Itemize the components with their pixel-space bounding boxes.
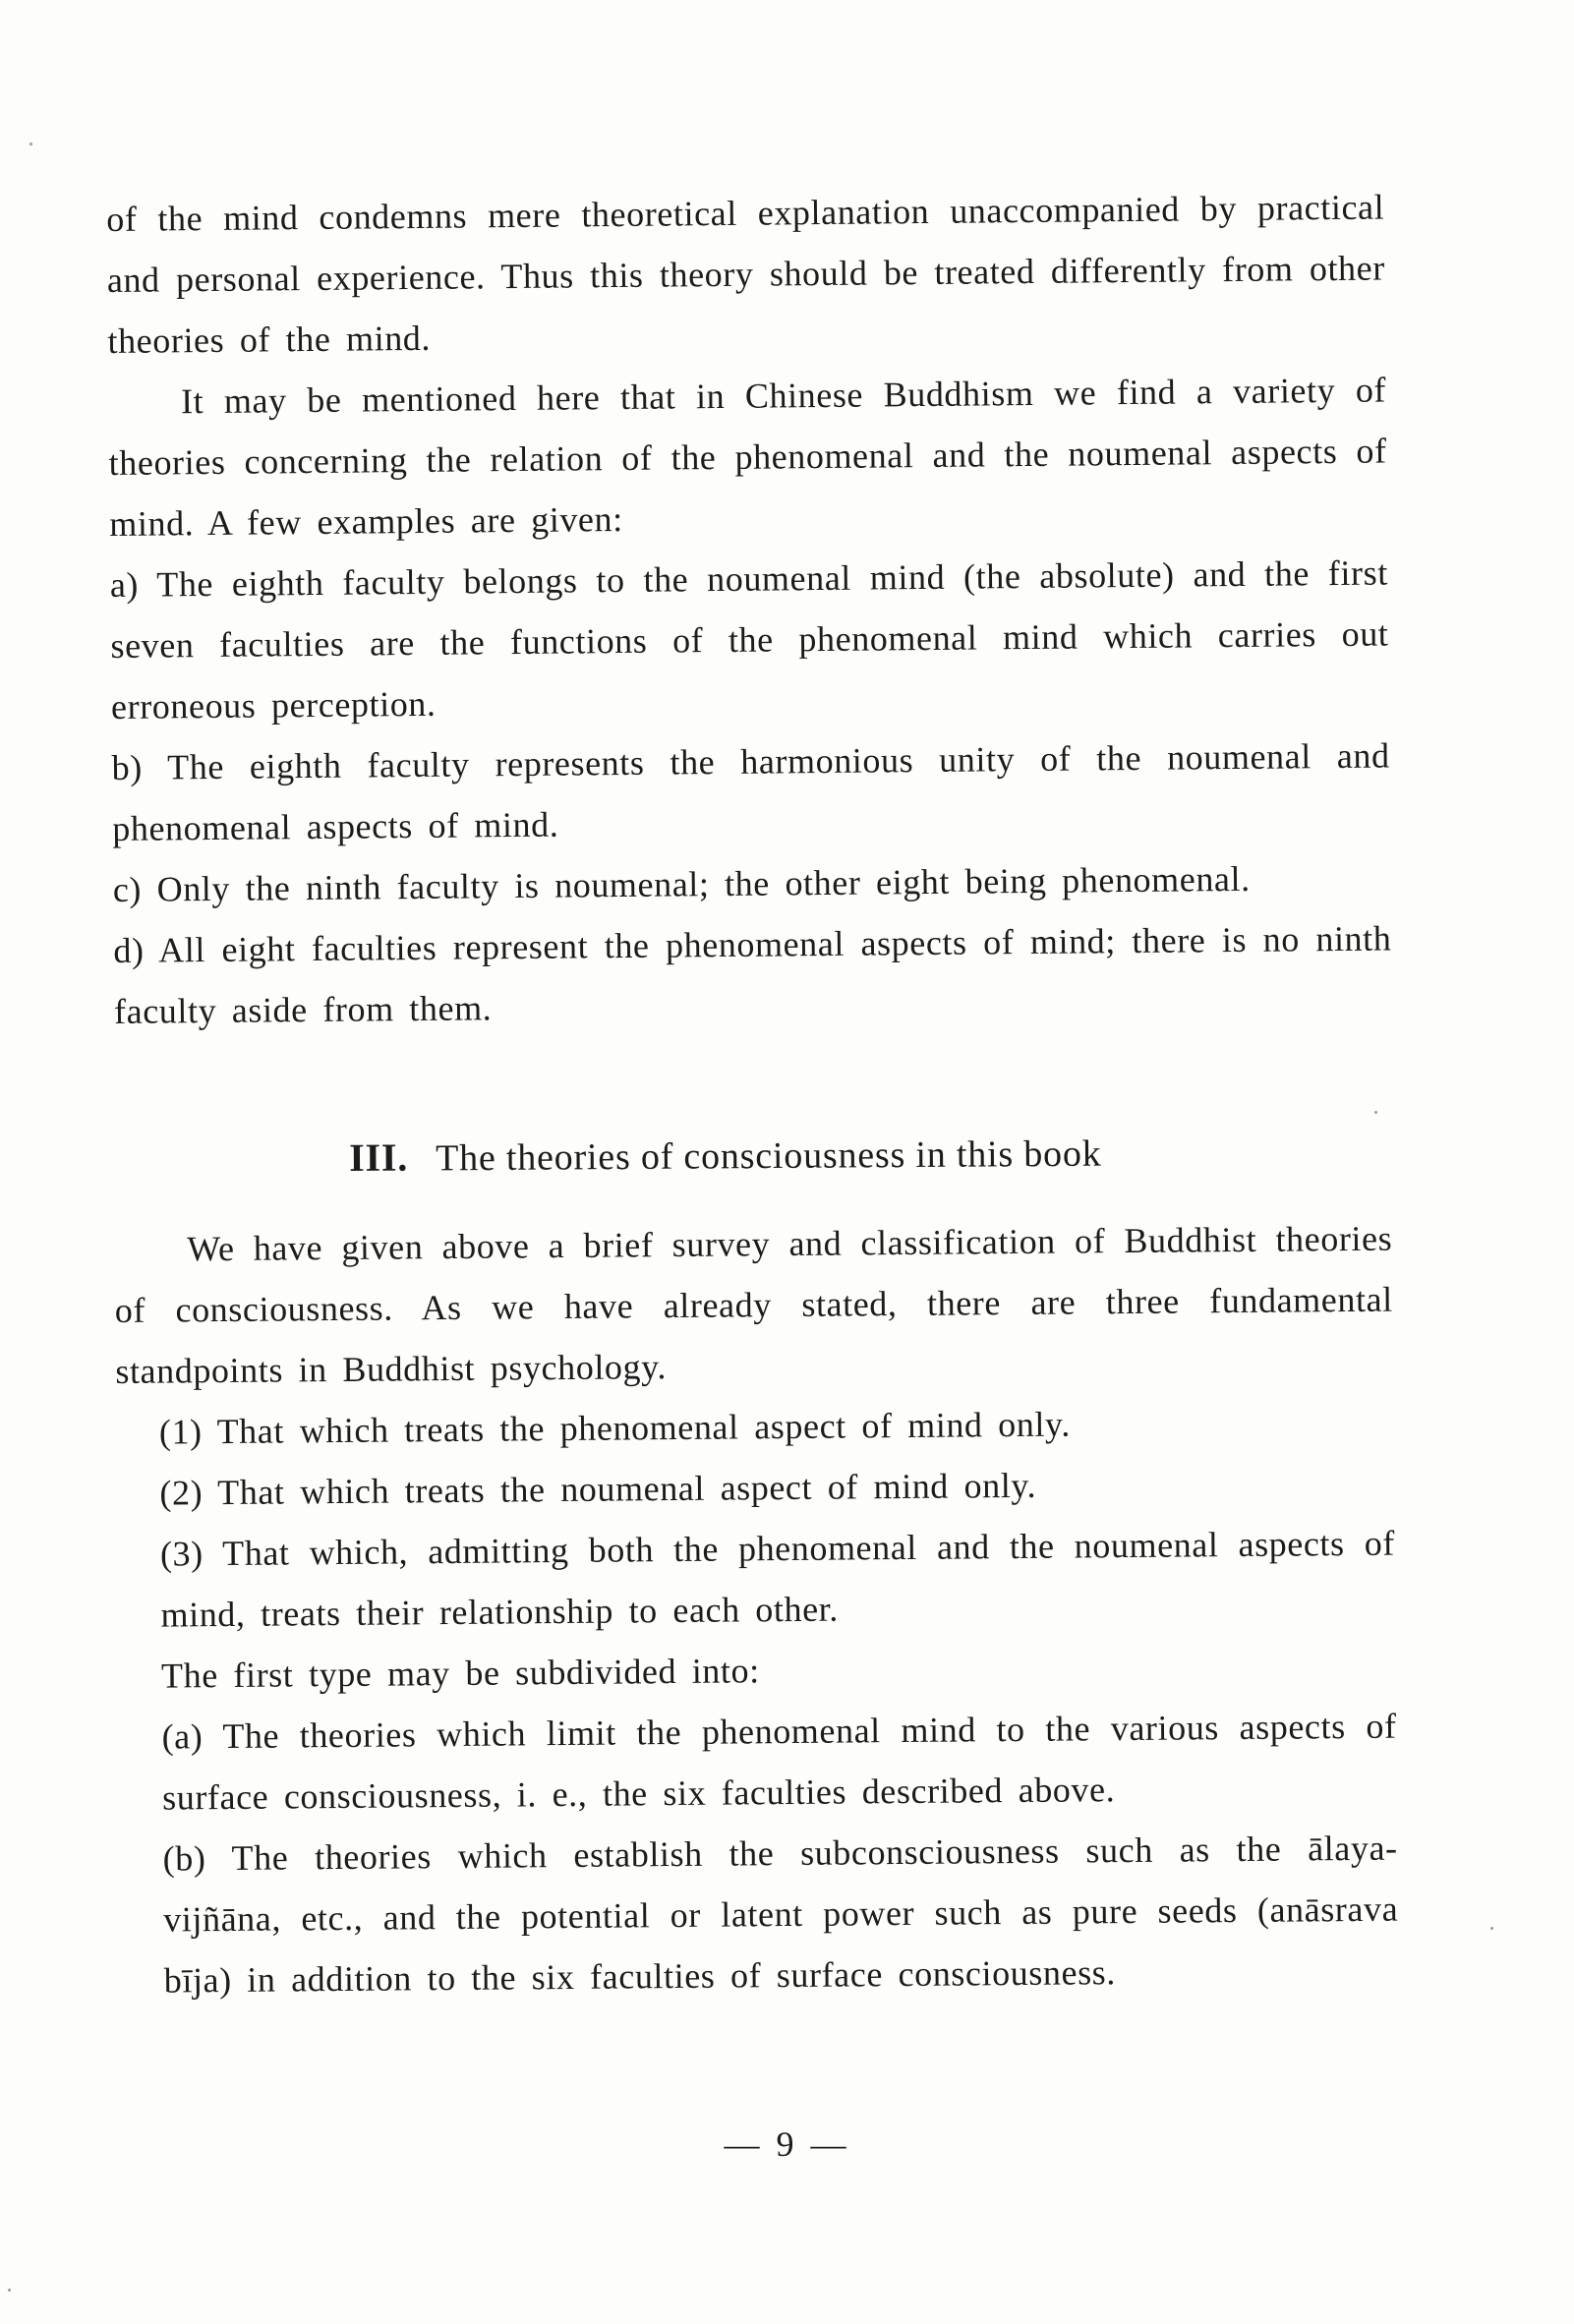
- paragraph: It may be mentioned here that in Chinese Buddhism we find a variety of theories concerning the relation of the phenomenal and the noumenal aspects of mind. A few examples are given:: [108, 370, 1387, 544]
- list-item: (2) That which treats the noumenal aspect of mind only.: [159, 1465, 1037, 1513]
- paper-speck: [8, 2289, 11, 2292]
- body-text-upper: [106, 177, 1392, 1042]
- paper-speck: [1374, 1111, 1377, 1114]
- paragraph: We have given above a brief survey and classification of Buddhist theories of consciousness. As we have already stated, there are three fundamental standpoints in Buddhist psychology.: [114, 1218, 1393, 1391]
- section-numeral: III.: [349, 1134, 409, 1180]
- list-item: The first type may be subdivided into:: [160, 1651, 760, 1696]
- list-item: (3) That which, admitting both the phenomenal and the noumenal aspects of mind, treats their relationship to each other.: [159, 1523, 1396, 1635]
- list-item: (a) The theories which limit the phenomenal mind to the various aspects of surface consciousness, i. e., the six faculties described above.: [161, 1706, 1397, 1818]
- list-item: (1) That which treats the phenomenal aspect of mind only.: [158, 1404, 1071, 1452]
- paragraph: of the mind condemns mere theoretical explanation unaccompanied by practical and personal experience. Thus this theory should be treated differently from other theories of the mind.: [106, 187, 1386, 361]
- paper-speck: [29, 143, 32, 145]
- list-item: (b) The theories which establish the subconsciousness such as the ālaya-vijñāna, etc., and the potential or latent power such as pure seeds (anāsrava bīja) in addition to the six faculties of surface consciousness.: [162, 1828, 1399, 2001]
- section-heading: [349, 1124, 1102, 1189]
- section-title: The theories of consciousness in this book: [435, 1133, 1102, 1180]
- list-item: b) The eighth faculty represents the harmonious unity of the noumenal and phenomenal aspects of mind.: [111, 735, 1390, 848]
- list-item: c) Only the ninth faculty is noumenal; the other eight being phenomenal.: [112, 858, 1251, 909]
- paper-speck: [1490, 1927, 1493, 1930]
- list-item: d) All eight faculties represent the phenomenal aspects of mind; there is no ninth faculty aside from them.: [113, 918, 1392, 1031]
- body-text-lower: [114, 1208, 1399, 2011]
- page-number: — 9 —: [724, 2124, 850, 2164]
- list-item: a) The eighth faculty belongs to the noumenal mind (the absolute) and the first seven faculties are the functions of the phenomenal mind which carries out erroneous perception.: [109, 552, 1389, 726]
